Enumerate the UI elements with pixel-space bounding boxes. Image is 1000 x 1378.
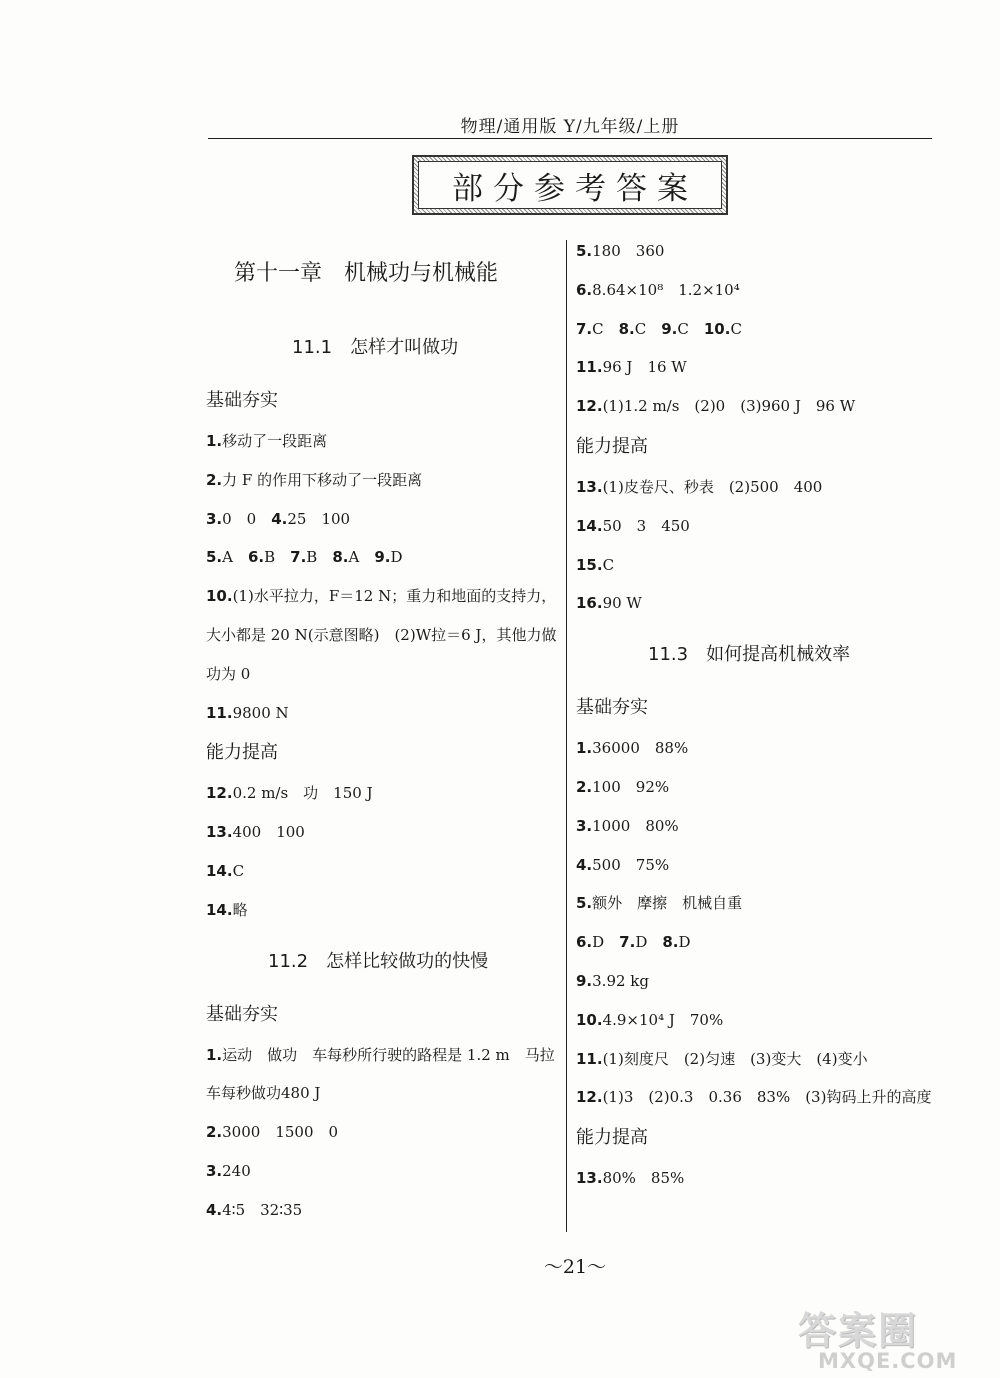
section-title-11-1: 11.1 怎样才叫做功: [292, 337, 459, 358]
answer-line: 13.(1)皮卷尺、秒表 (2)500 400: [576, 477, 823, 496]
answer-line: 11.(1)刻度尺 (2)匀速 (3)变大 (4)变小: [576, 1049, 868, 1068]
answer-line: 2.力 F 的作用下移动了一段距离: [206, 470, 423, 489]
page-title: 部分参考答案: [418, 161, 722, 209]
answer-line: 14.略: [206, 900, 248, 919]
answer-line: 3.240: [206, 1161, 251, 1180]
subheading-basic: 基础夯实: [206, 1003, 278, 1025]
answer-line: 14.50 3 450: [576, 516, 690, 535]
answer-line: 6.D 7.D 8.D: [576, 933, 691, 952]
header-rule: [208, 138, 932, 139]
subheading-basic: 基础夯实: [206, 390, 278, 411]
right-column: [576, 232, 946, 1198]
answer-line: 2.100 92%: [576, 777, 670, 796]
column-divider: [566, 240, 567, 1232]
watermark-url: MXQE.COM: [818, 1349, 958, 1373]
subheading-advanced: 能力提高: [576, 435, 648, 457]
subheading-advanced: 能力提高: [576, 1127, 648, 1149]
answer-line: 4.4∶5 32∶35: [206, 1200, 303, 1219]
answer-line: 12.0.2 m/s 功 150 J: [206, 784, 373, 803]
watermark-logo: [798, 1300, 994, 1374]
answer-line: 5.180 360: [576, 242, 665, 260]
section-title-11-2: 11.2 怎样比较做功的快慢: [268, 950, 489, 972]
watermark-text: 答案圈: [798, 1309, 919, 1353]
answer-line: 12.(1)3 (2)0.3 0.36 83% (3)钩码上升的高度: [576, 1088, 932, 1107]
answer-line: 2.3000 1500 0: [206, 1123, 339, 1142]
answer-line: 1.运动 做功 车每秒所行驶的路程是 1.2 m 马拉车每秒做功480 J: [206, 1045, 555, 1103]
chapter-title: 第十一章 机械功与机械能: [234, 261, 499, 286]
page-header: 物理/通用版 Y/九年级/上册: [460, 117, 680, 137]
answer-line: 1.36000 88%: [576, 739, 689, 758]
answer-line: 9.3.92 kg: [576, 971, 649, 990]
answer-line: 3.0 0 4.25 100: [206, 509, 351, 528]
left-column: [206, 232, 562, 1230]
answer-line: 5.A 6.B 7.B 8.A 9.D: [206, 548, 403, 567]
page-number: ～21～: [543, 1256, 607, 1278]
answer-line: 3.1000 80%: [576, 816, 679, 835]
answer-line: 4.500 75%: [576, 855, 670, 874]
answer-line: 14.C: [206, 861, 245, 880]
subheading-advanced: 能力提高: [206, 742, 278, 764]
answer-line: 7.C 8.C 9.C 10.C: [576, 319, 742, 338]
answer-line: 11.96 J 16 W: [576, 358, 687, 377]
answer-line: 11.9800 N: [206, 703, 289, 722]
answer-line: 5.额外 摩擦 机械自重: [576, 894, 743, 913]
section-title-11-3: 11.3 如何提高机械效率: [648, 644, 851, 666]
answer-line: 10.(1)水平拉力，F＝12 N；重力和地面的支持力，大小都是 20 N(示意图略) (2)W拉＝6 J，其他力做功为 0: [206, 587, 557, 683]
title-frame: [412, 155, 728, 215]
answer-line: 16.90 W: [576, 594, 642, 613]
answer-line: 15.C: [576, 555, 615, 574]
answer-line: 10.4.9×10⁴ J 70%: [576, 1010, 724, 1029]
answer-line: 12.(1)1.2 m/s (2)0 (3)960 J 96 W: [576, 397, 856, 416]
answer-line: 1.移动了一段距离: [206, 432, 328, 450]
answer-line: 13.400 100: [206, 823, 305, 842]
answer-line: 13.80% 85%: [576, 1169, 685, 1188]
subheading-basic: 基础夯实: [576, 697, 648, 719]
answer-line: 6.8.64×10⁸ 1.2×10⁴: [576, 280, 740, 299]
